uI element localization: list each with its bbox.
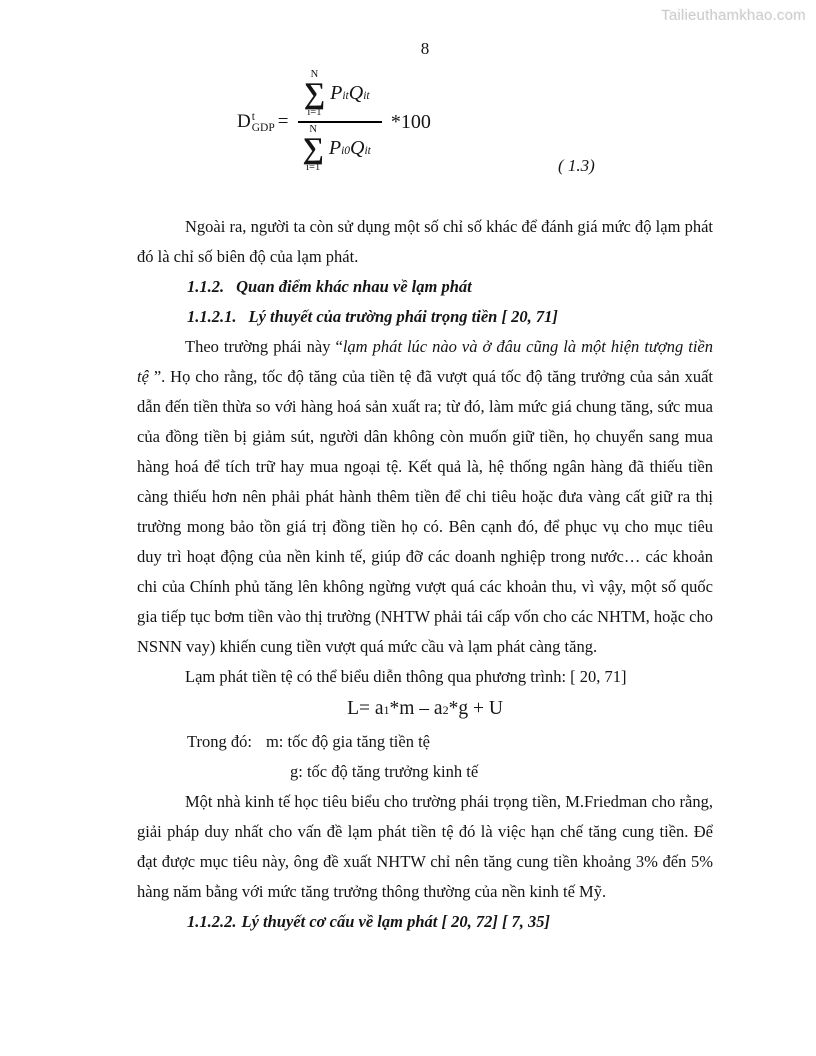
gdp-deflator-formula-block (137, 60, 713, 206)
heading-number: 1.1.2. (187, 277, 225, 296)
heading-1-1-2-1 (137, 302, 713, 332)
numerator-q-sub: it (363, 89, 370, 102)
equation-subscript: 2 (442, 703, 449, 717)
paragraph-rest: ”. Họ cho rằng, tốc độ tăng của tiền tệ đã vượt quá tốc độ tăng trưởng của sản xuất dẫn đến tiền thừa so với hàng hoá sản xuất ra; từ đó, làm mức giá chung tăng, sức mua của đồng tiền bị giảm sút, người dân không còn muốn giữ tiền, họ chuyển sang mua hàng hoá để tích trữ hay mua ngoại tệ. Kết quả là, hệ thống ngân hàng đã thiếu tiền càng thiếu hơn nên phải phát hành thêm tiền để chi tiêu hoặc đưa vàng cất giữ ra thị trường mong bảo tồn giá trị đồng tiền họ có. Bên cạnh đó, để phục vụ cho mục tiêu duy trì hoạt động của nền kinh tế, giúp đỡ các doanh nghiệp trong nước… các khoản chi của Chính phủ tăng lên không ngừng vượt quá các khoản thu, vì vậy, một số quốc gia tiếp tục bơm tiền vào thị trường (NHTW phải tái cấp vốn cho các NHTM, hoặc cho NSNN vay) khiến cung tiền vượt quá mức cầu và lạm phát càng tăng. (137, 367, 713, 656)
sum-operator-numerator (304, 70, 325, 118)
formula-equals: = (277, 111, 289, 132)
heading-text: Lý thuyết của trường phái trọng tiền [ 20, 71] (248, 307, 558, 326)
equation-part: *g + U (448, 698, 503, 719)
formula-lhs (237, 111, 288, 133)
definition-m: m: tốc độ gia tăng tiền tệ (265, 732, 430, 751)
numerator-terms (330, 82, 369, 107)
heading-number: 1.1.2.1. (187, 307, 237, 326)
denominator-q: Q (350, 136, 365, 159)
gdp-deflator-formula (237, 68, 431, 176)
fraction-denominator (296, 123, 382, 176)
sigma-icon: ∑ (303, 77, 326, 110)
denominator-terms (329, 137, 371, 162)
definition-g: g: tốc độ tăng trưởng kinh tế (290, 762, 479, 781)
equation-part: *m – a (389, 698, 443, 719)
paragraph-intro: Ngoài ra, người ta còn sử dụng một số chỉ số khác để đánh giá mức độ lạm phát đó là chỉ số biên độ của lạm phát. (137, 217, 713, 266)
formula-multiplier: *100 (390, 110, 431, 133)
numerator-q: Q (348, 81, 364, 104)
sum-upper-limit: N (309, 124, 317, 135)
heading-text: Lý thuyết cơ cấu về lạm phát [ 20, 72] [ 7, 35] (241, 912, 551, 931)
equation-part: L= a (347, 698, 384, 719)
heading-number: 1.1.2.2. (187, 912, 237, 931)
formula-lhs-supsub (252, 112, 275, 134)
quoted-italic-text: lạm phát lúc nào và ở đâu cũng là một hiện tượng tiền tệ (137, 337, 713, 386)
numerator-p: P (330, 81, 343, 104)
paragraph-monetarist (137, 332, 713, 662)
heading-text: Quan điểm khác nhau về lạm phát (236, 277, 472, 296)
heading-1-1-2 (137, 272, 713, 302)
fraction-numerator (298, 68, 382, 123)
inflation-equation (137, 693, 713, 726)
sum-operator-denominator (302, 125, 323, 173)
formula-fraction (296, 68, 382, 176)
page-number: 8 (420, 39, 430, 58)
sum-lower-limit: i=1 (307, 107, 322, 118)
definition-line-m (137, 727, 713, 757)
sum-lower-limit: i=1 (306, 162, 321, 173)
paragraph-equation-intro: Lạm phát tiền tệ có thể biểu diễn thông qua phương trình: [ 20, 71] (185, 667, 627, 686)
formula-lhs-sup: t (251, 111, 255, 123)
formula-lhs-base: D (237, 111, 251, 132)
paragraph-prefix: Theo trường phái này “ (185, 337, 343, 356)
equation-number-label: ( 1.3) (558, 156, 595, 175)
equation-subscript: 1 (383, 703, 390, 717)
denominator-q-sub: it (364, 144, 371, 157)
definition-line-g (137, 757, 713, 787)
formula-lhs-sub: GDP (251, 122, 275, 134)
sum-upper-limit: N (310, 69, 319, 80)
definition-label: Trong đó: (187, 732, 252, 751)
page-content (137, 0, 713, 937)
numerator-p-sub: it (342, 89, 349, 102)
paragraph-friedman: Một nhà kinh tế học tiêu biểu cho trường phái trọng tiền, M.Friedman cho rằng, giải pháp duy nhất cho vấn đề lạm phát tiền tệ đó là việc hạn chế tăng cung tiền. Để đạt được mục tiêu này, ông đề xuất NHTW chỉ nên tăng cung tiền khoảng 3% đến 5% hàng năm bằng với mức tăng trưởng thông thường của nền kinh tế Mỹ. (137, 792, 713, 901)
watermark: Tailieuthamkhao.com (661, 7, 806, 24)
denominator-p-sub: i0 (341, 144, 351, 157)
heading-1-1-2-2 (137, 907, 713, 937)
denominator-p: P (328, 136, 342, 159)
sigma-icon: ∑ (302, 132, 324, 165)
